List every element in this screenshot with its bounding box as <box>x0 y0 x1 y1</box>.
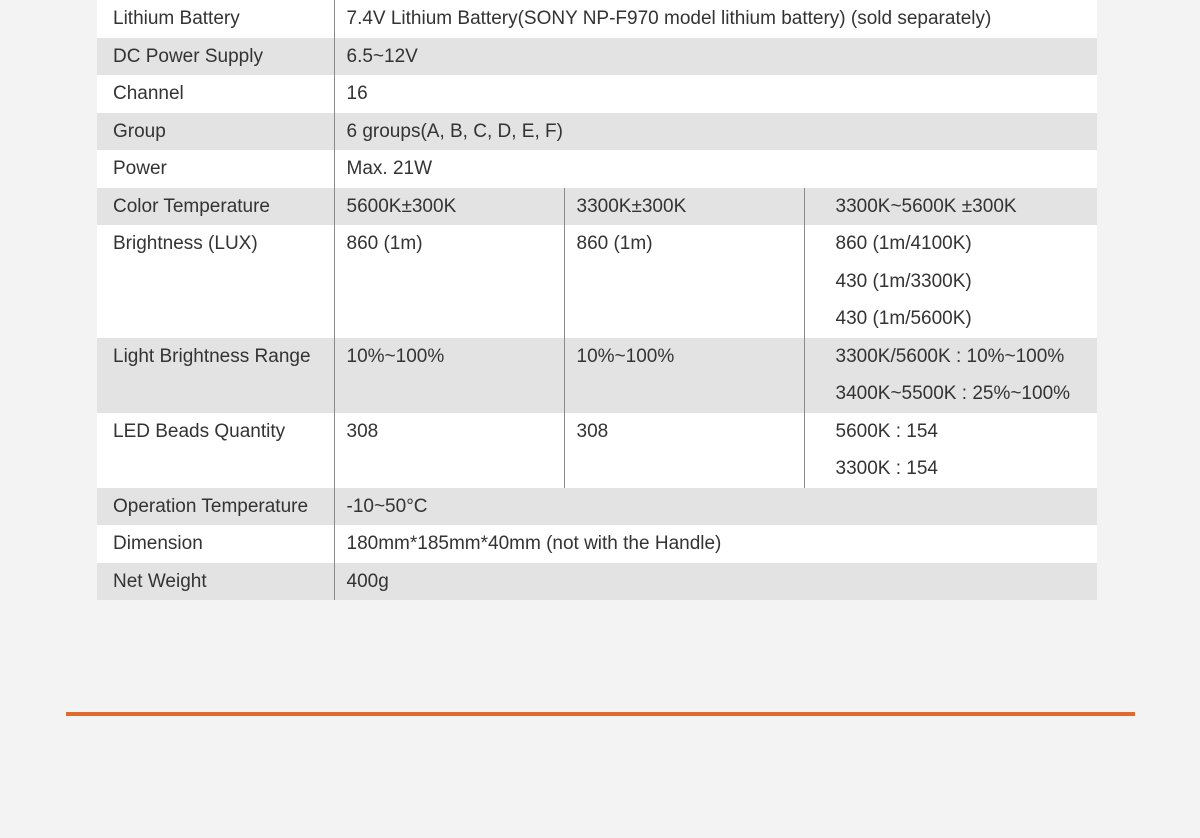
spec-value: 860 (1m) <box>334 225 564 338</box>
spec-value: 180mm*185mm*40mm (not with the Handle) <box>334 525 1097 563</box>
spec-value-line: 430 (1m/5600K) <box>835 308 972 329</box>
spec-value: 308 <box>334 413 564 488</box>
spec-label: Operation Temperature <box>97 488 334 526</box>
spec-value: 16 <box>334 75 1097 113</box>
spec-value: 400g <box>334 563 1097 601</box>
spec-label: Group <box>97 113 334 151</box>
spec-value: 860 (1m) <box>564 225 804 338</box>
spec-value-multi <box>804 413 1097 488</box>
table-row <box>97 0 1097 38</box>
spec-label: Dimension <box>97 525 334 563</box>
table-row <box>97 563 1097 601</box>
spec-value-line: 860 (1m/4100K) <box>835 233 972 254</box>
spec-value-line: 430 (1m/3300K) <box>835 270 972 292</box>
spec-value-multi <box>804 225 1097 338</box>
spec-value: 5600K±300K <box>334 188 564 226</box>
table-row <box>97 150 1097 188</box>
spec-table <box>97 0 1097 600</box>
spec-value: 6.5~12V <box>334 38 1097 76</box>
spec-label: Net Weight <box>97 563 334 601</box>
spec-value: 3300K±300K <box>564 188 804 226</box>
spec-value-line: 3400K~5500K : 25%~100% <box>835 383 1071 404</box>
table-row <box>97 113 1097 151</box>
spec-label: Brightness (LUX) <box>97 225 334 338</box>
spec-label: Lithium Battery <box>97 0 334 38</box>
spec-value: 308 <box>564 413 804 488</box>
spec-label: DC Power Supply <box>97 38 334 76</box>
spec-value: 10%~100% <box>564 338 804 413</box>
spec-label: Channel <box>97 75 334 113</box>
spec-value: 6 groups(A, B, C, D, E, F) <box>334 113 1097 151</box>
spec-value-line: 5600K : 154 <box>835 420 938 442</box>
table-row <box>97 188 1097 226</box>
spec-value: Max. 21W <box>334 150 1097 188</box>
spec-value-line: 3300K/5600K : 10%~100% <box>835 345 1065 367</box>
spec-value: 7.4V Lithium Battery(SONY NP-F970 model lithium battery) (sold separately) <box>334 0 1097 38</box>
table-row <box>97 75 1097 113</box>
spec-value: 3300K~5600K ±300K <box>804 188 1097 226</box>
spec-value: -10~50°C <box>334 488 1097 526</box>
table-row <box>97 413 1097 488</box>
spec-label: Light Brightness Range <box>97 338 334 413</box>
orange-divider <box>66 712 1135 716</box>
spec-value-multi <box>804 338 1097 413</box>
table-row <box>97 488 1097 526</box>
table-row <box>97 225 1097 338</box>
spec-value-line: 3300K : 154 <box>835 458 938 479</box>
spec-label: Color Temperature <box>97 188 334 226</box>
spec-label: Power <box>97 150 334 188</box>
spec-value: 10%~100% <box>334 338 564 413</box>
table-row <box>97 338 1097 413</box>
table-row <box>97 38 1097 76</box>
spec-label: LED Beads Quantity <box>97 413 334 488</box>
table-row <box>97 525 1097 563</box>
